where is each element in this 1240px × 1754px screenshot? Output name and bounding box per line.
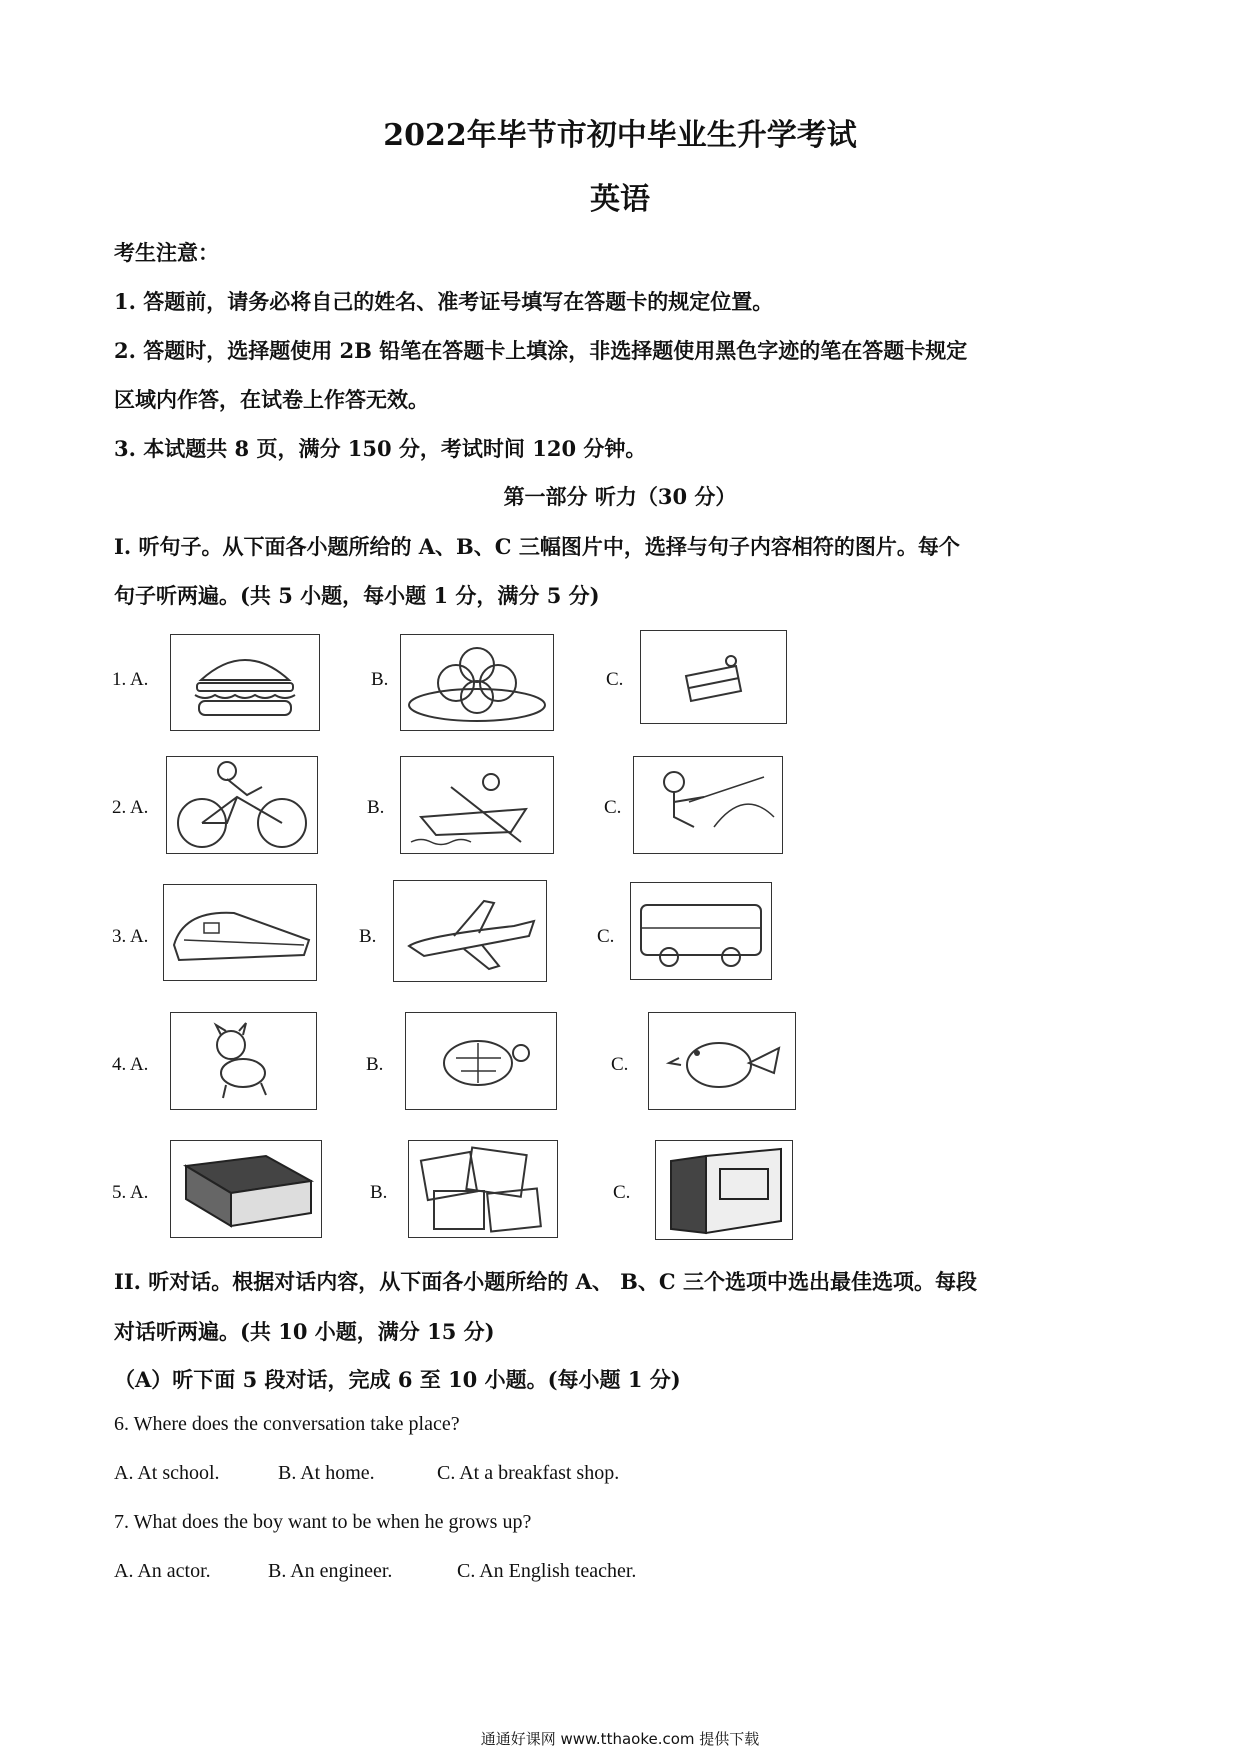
exam-title: 2022年毕节市初中毕业生升学考试 [383, 118, 857, 153]
section1-instructions-line-2: 句子听两遍。(共 5 小题，每小题 1 分，满分 5 分) [114, 583, 600, 608]
section1-instructions-line-1: I. 听句子。从下面各小题所给的 A、B、C 三幅图片中，选择与句子内容相符的图片。每个 [114, 534, 960, 559]
train-icon [163, 884, 317, 981]
newspapers-icon [408, 1140, 558, 1238]
q6-option-a: A. At school. [114, 1462, 220, 1484]
q7-option-c: C. An English teacher. [457, 1560, 637, 1582]
q3-label-b: B. [359, 926, 377, 947]
bird-icon [648, 1012, 796, 1110]
q2-label-a: 2. A. [112, 797, 149, 818]
q7-option-b: B. An engineer. [268, 1560, 393, 1582]
section2a-instructions: （A）听下面 5 段对话，完成 6 至 10 小题。(每小题 1 分) [114, 1367, 681, 1392]
subject-title: 英语 [590, 182, 650, 217]
page-footer: 通通好课网 www.tthaoke.com 提供下载 [480, 1730, 760, 1748]
section2-instructions-line-2: 对话听两遍。(共 10 小题，满分 15 分) [114, 1319, 495, 1344]
cycling-icon [166, 756, 318, 854]
question-7: 7. What does the boy want to be when he grows up? [114, 1511, 532, 1533]
cake-icon [640, 630, 787, 724]
q3-label-a: 3. A. [112, 926, 149, 947]
q5-label-a: 5. A. [112, 1182, 149, 1203]
q6-option-c: C. At a breakfast shop. [437, 1462, 620, 1484]
dictionary-icon [655, 1140, 793, 1240]
turtle-icon [405, 1012, 557, 1110]
hamburger-icon [170, 634, 320, 731]
q2-label-b: B. [367, 797, 385, 818]
steamed-buns-icon [400, 634, 554, 731]
q5-label-b: B. [370, 1182, 388, 1203]
dog-icon [170, 1012, 317, 1110]
notice-item-2-line-2: 区域内作答，在试卷上作答无效。 [114, 387, 429, 412]
q2-label-c: C. [604, 797, 622, 818]
notice-item-1: 1. 答题前，请务必将自己的姓名、准考证号填写在答题卡的规定位置。 [114, 289, 774, 314]
q4-label-b: B. [366, 1054, 384, 1075]
notice-heading: 考生注意： [114, 240, 219, 265]
q4-label-c: C. [611, 1054, 629, 1075]
q6-option-b: B. At home. [278, 1462, 375, 1484]
section2-instructions-line-1: II. 听对话。根据对话内容，从下面各小题所给的 A、 B、C 三个选项中选出最佳选项。每段 [114, 1269, 977, 1294]
q5-label-c: C. [613, 1182, 631, 1203]
q1-label-c: C. [606, 669, 624, 690]
notice-item-3: 3. 本试题共 8 页，满分 150 分，考试时间 120 分钟。 [114, 436, 647, 461]
airplane-icon [393, 880, 547, 982]
q1-label-a: 1. A. [112, 669, 149, 690]
q4-label-a: 4. A. [112, 1054, 149, 1075]
q7-option-a: A. An actor. [114, 1560, 211, 1582]
part1-heading: 第一部分 听力（30 分） [503, 484, 737, 509]
q1-label-b: B. [371, 669, 389, 690]
notice-item-2-line-1: 2. 答题时，选择题使用 2B 铅笔在答题卡上填涂，非选择题使用黑色字迹的笔在答题卡规定 [114, 338, 968, 363]
q3-label-c: C. [597, 926, 615, 947]
bus-icon [630, 882, 772, 980]
fishing-icon [633, 756, 783, 854]
question-6: 6. Where does the conversation take place? [114, 1413, 460, 1435]
rowing-boat-icon [400, 756, 554, 854]
book-icon [170, 1140, 322, 1238]
